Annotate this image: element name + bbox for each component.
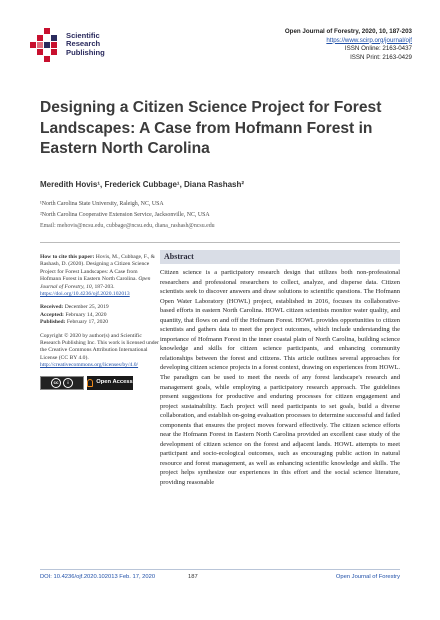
published-label: Published:	[40, 319, 66, 326]
article-sidebar	[40, 254, 160, 390]
author-list: Meredith Hovis¹, Frederick Cubbage¹, Diana Rashash²	[40, 180, 245, 189]
abstract-section	[160, 250, 400, 566]
affiliation-1: ¹North Carolina State University, Raleigh, NC, USA	[40, 201, 164, 207]
abstract-heading: Abstract	[160, 250, 400, 264]
dates-block	[40, 304, 160, 326]
license-link[interactable]: http://creativecommons.org/licenses/by/4.0/	[40, 362, 139, 369]
page-header	[0, 0, 440, 70]
publisher-line: Scientific	[66, 31, 100, 40]
published-date: February 17, 2020	[66, 319, 109, 326]
footer-journal: Open Journal of Forestry	[335, 574, 400, 580]
cite-pages: 187-203.	[94, 283, 115, 290]
journal-info	[285, 28, 412, 62]
journal-citation: Open Journal of Forestry, 2020, 10, 187-203	[284, 28, 412, 35]
footer-doi[interactable]: DOI: 10.4236/ojf.2020.102013 Feb. 17, 2020	[40, 574, 156, 580]
cite-doi-link[interactable]: https://doi.org/10.4236/ojf.2020.102013	[40, 291, 130, 298]
affiliation-2: ²North Carolina Cooperative Extension Service, Jacksonville, NC, USA	[40, 211, 210, 218]
page-number: 187	[188, 574, 198, 580]
scirp-logo-icon	[28, 28, 62, 62]
cite-journal: Open Journal of Forestry, 10,	[40, 276, 151, 290]
paper-title: Designing a Citizen Science Project for Forest Landscapes: A Case from Hofmann Forest in Eastern North Carolina	[40, 99, 382, 157]
open-lock-icon	[87, 379, 93, 387]
by-person-icon: i	[63, 378, 73, 388]
issn-print: ISSN Print: 2163-0429	[350, 53, 412, 61]
footer-divider	[40, 569, 400, 570]
accepted-date: February 14, 2020	[65, 311, 107, 318]
license-badges	[40, 376, 160, 390]
publisher-logo[interactable]	[28, 28, 138, 68]
publisher-line: Research	[66, 39, 101, 49]
issn-online: ISSN Online: 2163-0437	[344, 45, 412, 53]
author-emails: Email: mehovis@ncsu.edu, cubbage@ncsu.edu, diana_rashash@ncsu.edu	[40, 222, 215, 229]
journal-url-link[interactable]: https://www.scirp.org/journal/ojf	[326, 36, 412, 44]
abstract-text: Citizen science is a participatory research design that utilizes both non-professional researchers and professional researchers to collect, analyze, and disperse data. Citizen scientists seek to discover answers and draw solutions to scientific questions. The Hofmann Open Water Laboratory (HOWL) project, established in 2016, focuses its collaborative-based efforts in eastern North Carolina. HOWL citizen scientists monitor water quality, and quantity, that flows on and off the Hofmann Forest. HOWL provides opportunities to citizen scientists and gathers data to meet the project outcomes, which include understanding the importance of Hofmann Forest in the inner coastal plain of North Carolina, building science knowledge and skills for citizen science participants, and enhancing community relationships between the forest and citizens. This article outlines several approaches for developing citizen science projects in a forest context, drawing on experiences from HOWL. The paradigm can be used to meet the needs of any forest landscape's research and management goals, while employing a participatory research approach. The guidelines present suggestions for productive and enduring processes for citizen engagement and project sustainability. Each project will need participants to set goals, build a diverse collaboration, and establish on-going evaluation processes to determine successful and failed components that ensures the project moves forward effectively. The citizen science efforts near the Hofmann Forest in Eastern North Carolina provided an excellent case study of the development of citizen science on the forest and adjacent lands. HOWL attempts to meet participant and socio-ecological outcomes, such as encouraging public action in natural resource and forest management, as well as enhancing scientific knowledge and skills. The project helps synthesize our experiences in this effort and the social science literature, providing reasonable	[160, 269, 400, 487]
open-access-label: Open Access	[96, 378, 133, 385]
copyright-text: Copyright © 2020 by author(s) and Scientific Research Publishing Inc. This work is licensed under the Creative Commons Attribution International License (CC BY 4.0).	[40, 332, 159, 361]
open-access-badge[interactable]	[87, 376, 133, 390]
copyright-block	[40, 333, 160, 370]
cc-by-badge[interactable]	[40, 376, 84, 390]
cc-icon: cc	[51, 378, 61, 388]
header-divider	[40, 242, 400, 243]
affiliations	[40, 199, 215, 231]
publisher-line: Publishing	[66, 47, 105, 57]
citation-block	[40, 254, 160, 298]
received-date: December 25, 2019	[64, 304, 109, 311]
cite-text: Hovis, M., Cubbage, F., & Rashash, D. (2020). Designing a Citizen Science Project for Forest Landscapes: A Case from Hofmann Forest in Eastern North Carolina.	[40, 254, 156, 283]
cite-label: How to cite this paper:	[40, 254, 95, 260]
received-label: Received:	[40, 304, 64, 311]
accepted-label: Accepted:	[40, 311, 64, 318]
publisher-name	[66, 32, 105, 57]
